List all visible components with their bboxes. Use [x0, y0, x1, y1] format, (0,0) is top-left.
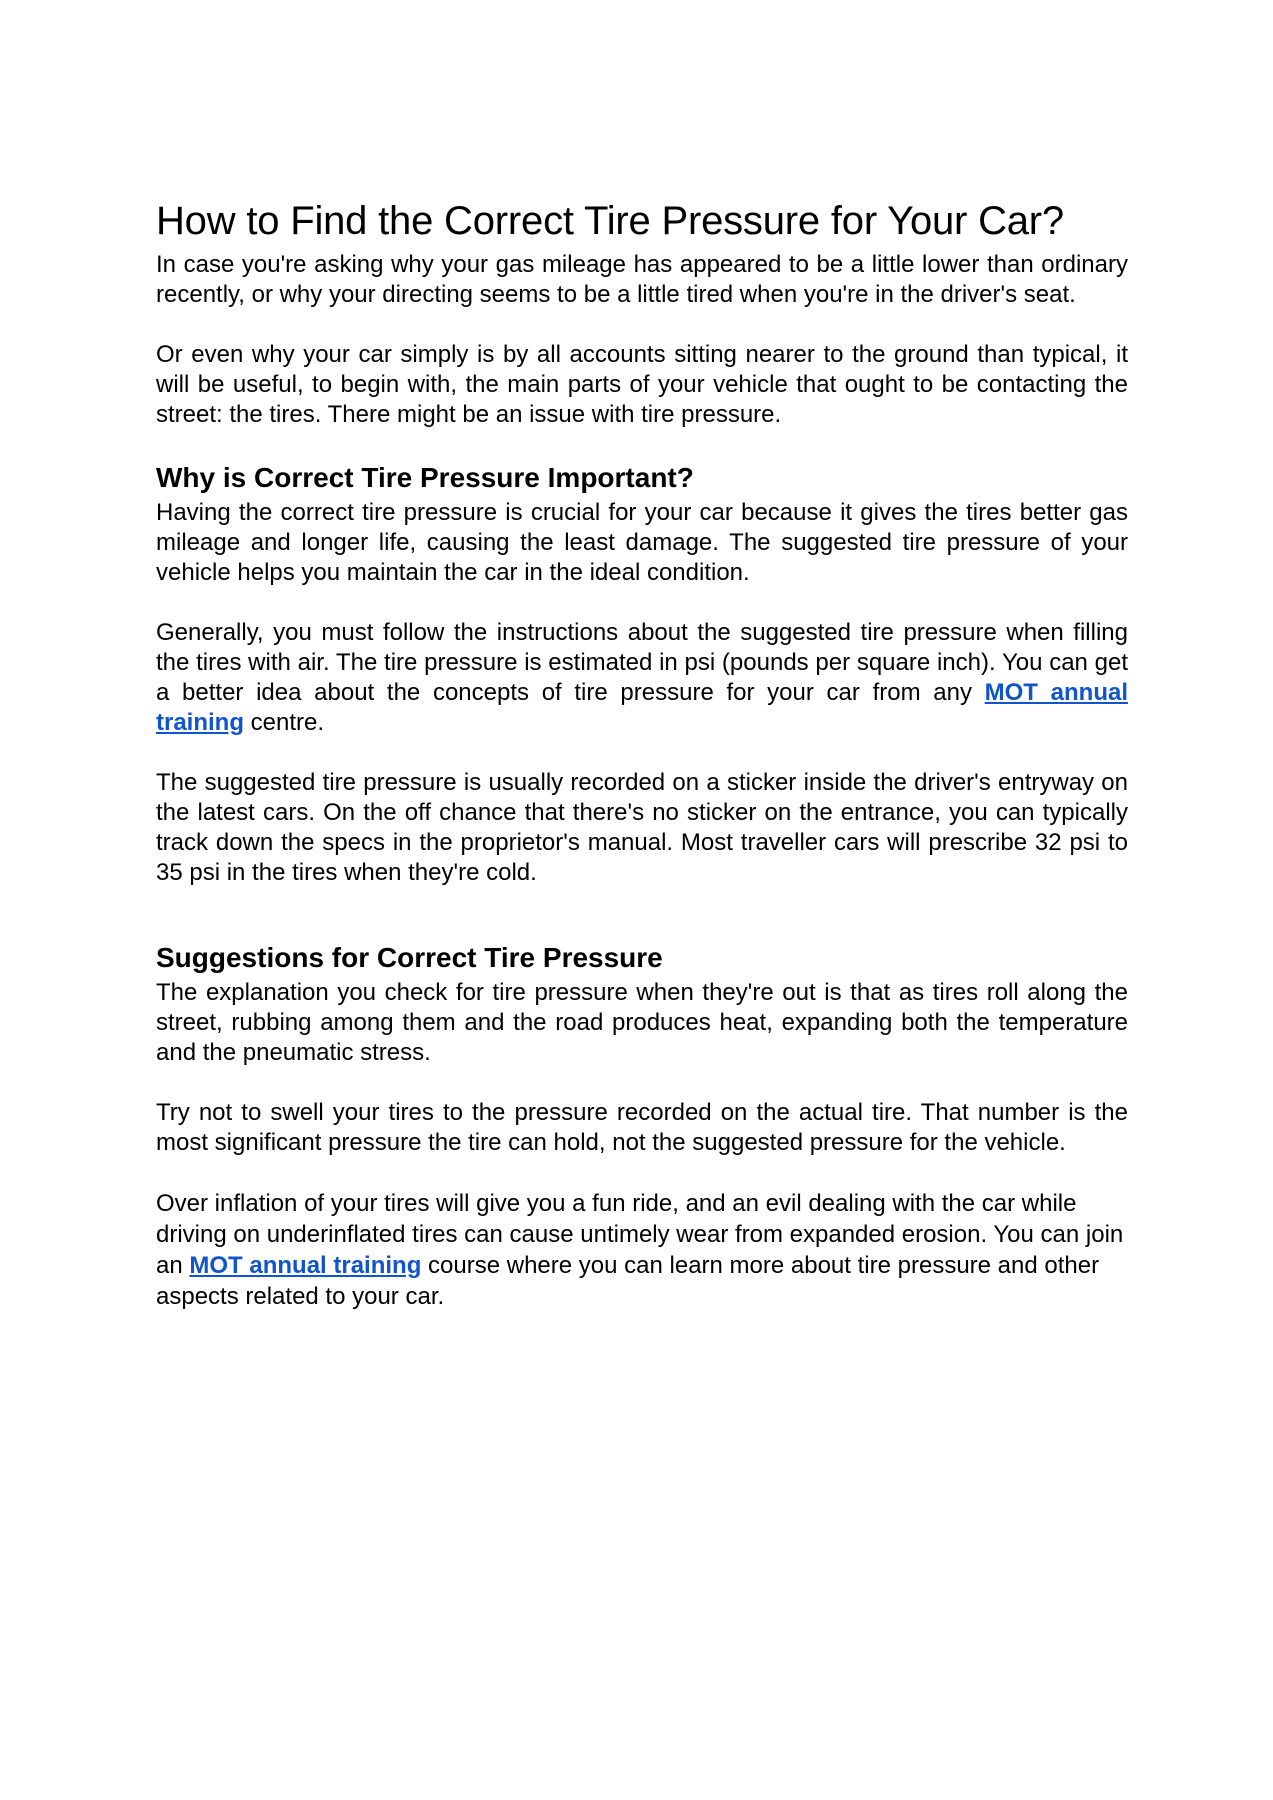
section-heading-importance: Why is Correct Tire Pressure Important?	[156, 462, 694, 493]
intro-paragraph-1: In case you're asking why your gas mileage has appeared to be a little lower than ordinary recently, or why your directing seems to be a little tired when you're in the driver's seat.	[156, 251, 1128, 308]
suggestions-paragraph-2: Try not to swell your tires to the pressure recorded on the actual tire. That number is the most significant pressure the tire can hold, not the suggested pressure for the vehicle.	[156, 1099, 1128, 1156]
mot-training-link[interactable]: MOT annual training	[189, 1252, 422, 1279]
paragraph-text: Over inflation of your tires will give you a fun ride, and an evil dealing with the car while driving on underinflated tires can cause untimely wear from expanded erosion. You can join an	[156, 1190, 1124, 1279]
page-title: How to Find the Correct Tire Pressure for Your Car?	[156, 199, 1064, 243]
document-page	[156, 196, 1128, 1342]
section-heading-suggestions: Suggestions for Correct Tire Pressure	[156, 942, 663, 973]
importance-paragraph-2	[156, 618, 1128, 738]
importance-paragraph-1: Having the correct tire pressure is crucial for your car because it gives the tires better gas mileage and longer life, causing the least damage. The suggested tire pressure of your vehicle helps you maintain the car in the ideal condition.	[156, 499, 1128, 586]
suggestions-paragraph-3	[156, 1188, 1128, 1312]
intro-paragraph-2: Or even why your car simply is by all accounts sitting nearer to the ground than typical, it will be useful, to begin with, the main parts of your vehicle that ought to be contacting the street: the tires. There might be an issue with tire pressure.	[156, 341, 1128, 428]
suggestions-paragraph-1: The explanation you check for tire pressure when they're out is that as tires roll along the street, rubbing among them and the road produces heat, expanding both the temperature and the pneumatic stress.	[156, 979, 1128, 1066]
importance-paragraph-3: The suggested tire pressure is usually recorded on a sticker inside the driver's entryway on the latest cars. On the off chance that there's no sticker on the entrance, you can typically track down the specs in the proprietor's manual. Most traveller cars will prescribe 32 psi to 35 psi in the tires when they're cold.	[156, 769, 1128, 886]
paragraph-text: course where you can learn more about tire pressure and other aspects related to your car.	[156, 1252, 1100, 1310]
paragraph-text: Generally, you must follow the instructions about the suggested tire pressure when filling the tires with air. The tire pressure is estimated in psi (pounds per square inch). You can get a better idea about the concepts of tire pressure for your car from any	[156, 619, 1128, 706]
paragraph-text: centre.	[244, 709, 325, 736]
mot-training-link[interactable]: MOT annual training	[156, 679, 1128, 736]
